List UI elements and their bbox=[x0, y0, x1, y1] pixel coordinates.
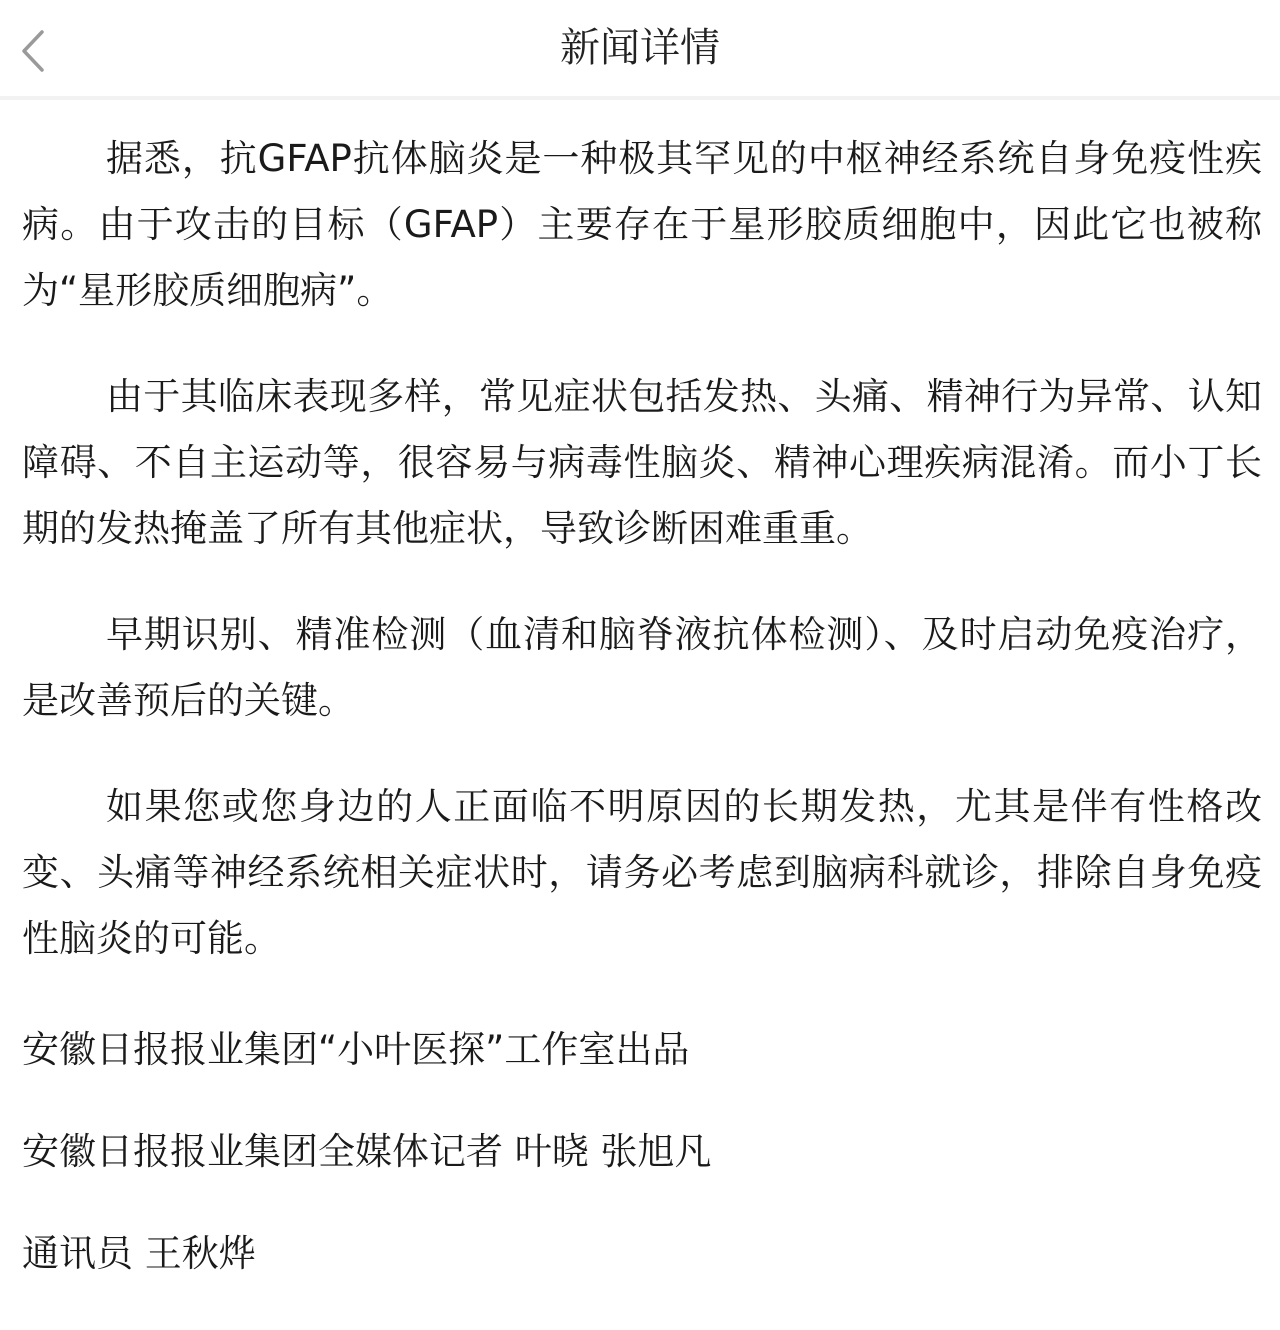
credit-producer: 安徽日报报业集团“小叶医探”工作室出品 bbox=[22, 1028, 690, 1071]
article-paragraph: 早期识别、精准检测（血清和脑脊液抗体检测）、及时启动免疫治疗，是改善预后的关键。 bbox=[22, 613, 1262, 722]
article-paragraph: 如果您或您身边的人正面临不明原因的长期发热，尤其是伴有性格改变、头痛等神经系统相关症状时，请务必考虑到脑病科就诊，排除自身免疫性脑炎的可能。 bbox=[22, 785, 1262, 960]
page-title: 新闻详情 bbox=[560, 25, 720, 71]
credit-correspondent: 通讯员 王秋烨 bbox=[22, 1232, 256, 1275]
article-body bbox=[22, 126, 1262, 1330]
credit-reporters: 安徽日报报业集团全媒体记者 叶晓 张旭凡 bbox=[22, 1130, 712, 1173]
article-paragraph: 由于其临床表现多样，常见症状包括发热、头痛、精神行为异常、认知障碍、不自主运动等，很容易与病毒性脑炎、精神心理疾病混淆。而小丁长期的发热掩盖了所有其他症状，导致诊断困难重重。 bbox=[22, 375, 1262, 550]
article-credits bbox=[22, 1024, 1262, 1280]
navigation-bar bbox=[0, 0, 1280, 100]
article-paragraph: 据悉，抗GFAP抗体脑炎是一种极其罕见的中枢神经系统自身免疫性疾病。由于攻击的目标（GFAP）主要存在于星形胶质细胞中，因此它也被称为“星形胶质细胞病”。 bbox=[22, 137, 1262, 312]
